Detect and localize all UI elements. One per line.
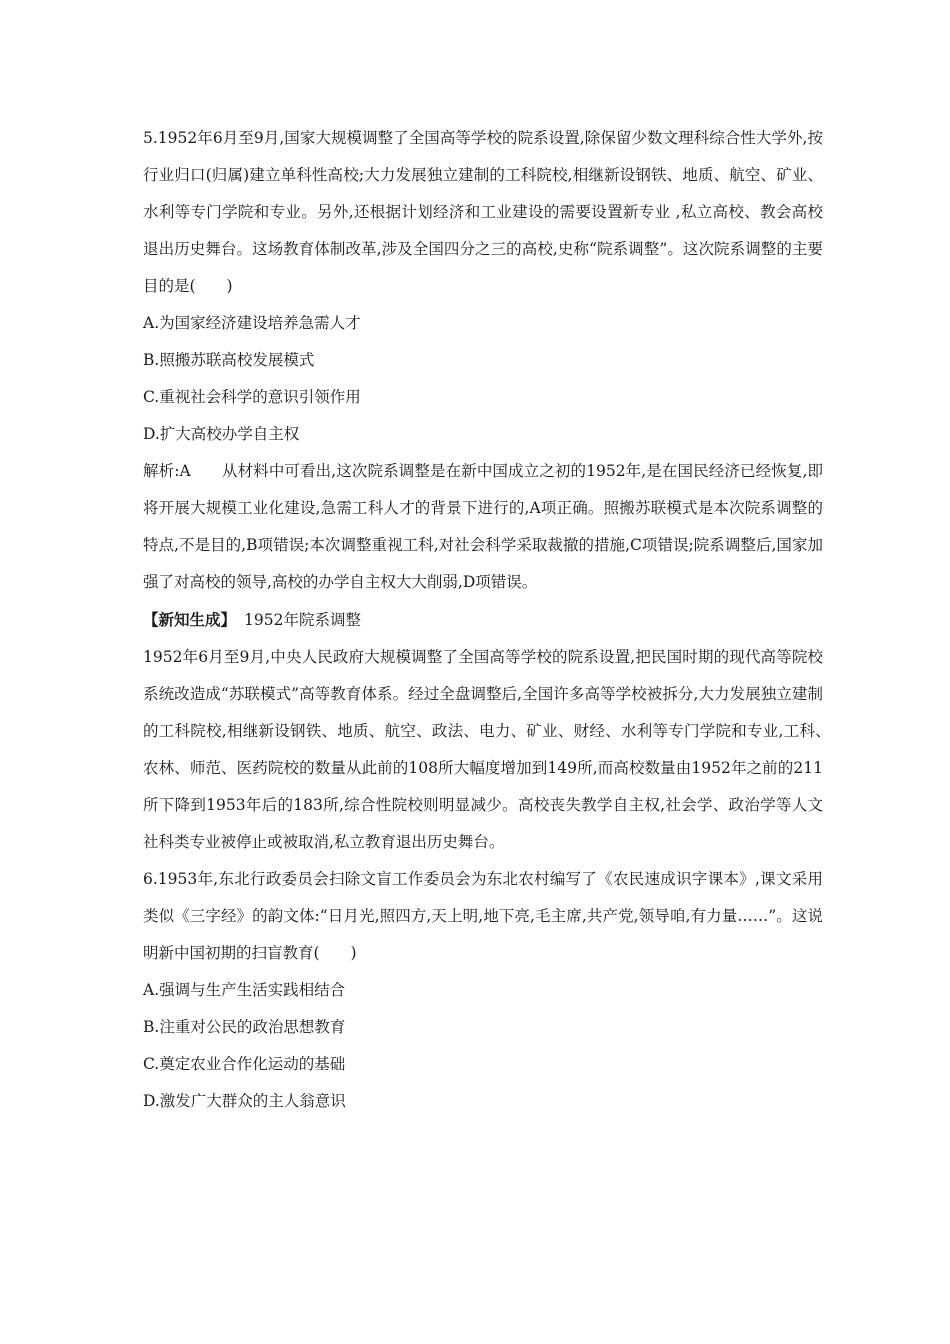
question-5-analysis: 解析:A 从材料中可看出,这次院系调整是在新中国成立之初的1952年,是在国民经济已经恢复,即将开展大规模工业化建设,急需工科人才的背景下进行的,A项正确。照搬苏联模式是本次院系调整的特点,不是目的,B项错误;本次调整重视工科,对社会科学采取裁撤的措施,C项错误;院系调整后,国家加强了对高校的领导,高校的办学自主权大大削弱,D项错误。 — [143, 462, 823, 591]
question-5-option-b: B.照搬苏联高校发展模式 — [143, 351, 315, 369]
new-knowledge-topic: 1952年院系调整 — [244, 611, 361, 629]
question-5-option-d: D.扩大高校办学自主权 — [143, 425, 300, 443]
new-knowledge-section — [143, 601, 839, 861]
question-6-option-b: B.注重对公民的政治思想教育 — [143, 1018, 346, 1036]
question-5-option-c: C.重视社会科学的意识引领作用 — [143, 388, 361, 406]
question-5-stem: 5.1952年6月至9月,国家大规模调整了全国高等学校的院系设置,除保留少数文理科综合性大学外,按行业归口(归属)建立单科性高校;大力发展独立建制的工科院校,相继新设钢铁、地质、航空、矿业、水利等专门学院和专业。另外,还根据计划经济和工业建设的需要设置新专业 ,私立高校、教会高校退出历史舞台。这场教育体制改革,涉及全国四分之三的高校,史称“院系调整”。这次院系调整的主要目的是( ) — [143, 129, 823, 295]
new-knowledge-tag: 【新知生成】 — [143, 610, 237, 629]
question-6 — [143, 861, 823, 1120]
question-6-option-a: A.强调与生产生活实践相结合 — [143, 981, 346, 999]
new-knowledge-heading — [143, 601, 823, 639]
question-6-option-d: D.激发广大群众的主人翁意识 — [143, 1092, 346, 1110]
new-knowledge-body: 1952年6月至9月,中央人民政府大规模调整了全国高等学校的院系设置,把民国时期的现代高等院校系统改造成“苏联模式”高等教育体系。经过全盘调整后,全国许多高等学校被拆分,大力发展独立建制的工科院校,相继新设钢铁、地质、航空、政法、电力、矿业、财经、水利等专门学院和专业,工科、 农林、师范、医药院校的数量从此前的108所大幅度增加到149所,而高校数量由1952年之前的211所下降到1953年后的183所,综合性院校则明显减少。高校丧失教学自主权,社会学、政治学等人文社科类专业被停止或被取消,私立教育退出历史舞台。 — [143, 648, 839, 851]
question-5 — [143, 120, 823, 601]
question-5-option-a: A.为国家经济建设培养急需人才 — [143, 314, 361, 332]
question-6-stem: 6.1953年,东北行政委员会扫除文盲工作委员会为东北农村编写了《农民速成识字课本》,课文采用类似《三字经》的韵文体:“日月光,照四方,天上明,地下亮,毛主席,共产党,领导咱,有力量……”。这说明新中国初期的扫盲教育( ) — [143, 870, 823, 962]
document-page — [143, 120, 839, 1120]
question-6-option-c: C.奠定农业合作化运动的基础 — [143, 1055, 346, 1073]
